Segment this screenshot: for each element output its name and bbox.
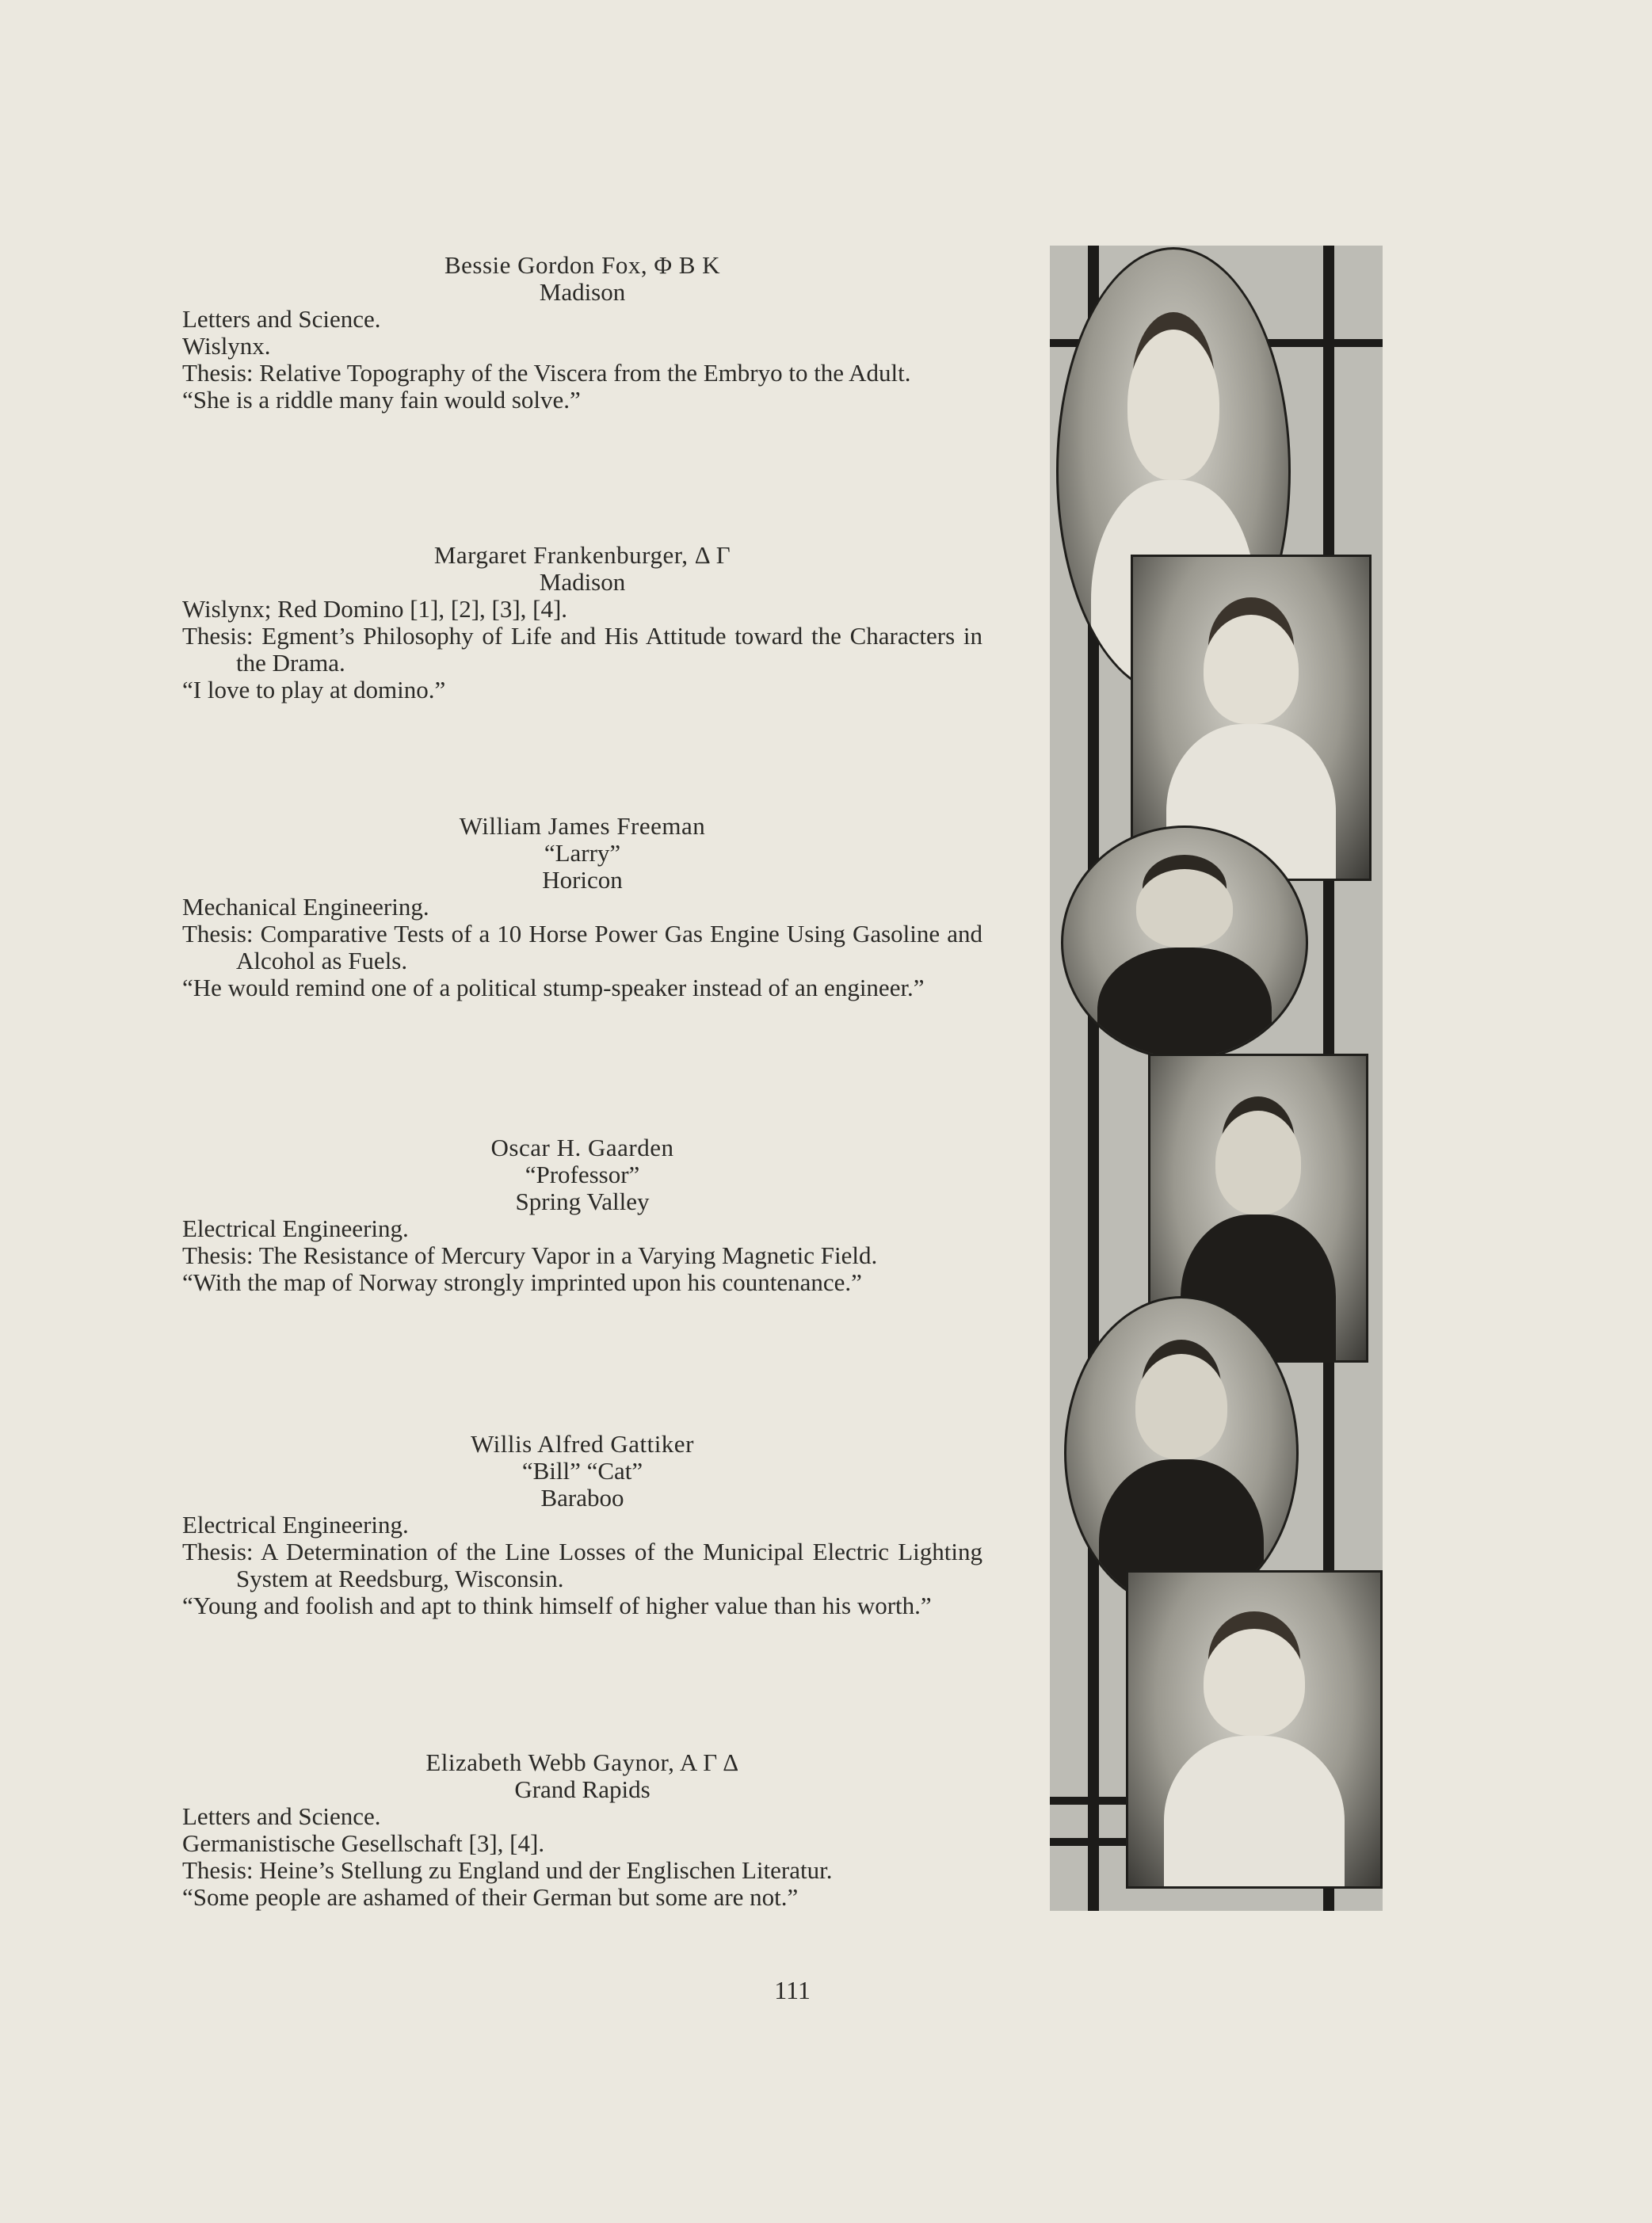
- student-nickname: “Bill” “Cat”: [521, 1457, 643, 1485]
- entry-line: Thesis: Heine’s Stellung zu England und der Englischen Literatur.: [182, 1856, 833, 1884]
- entry-line: Thesis: Comparative Tests of a 10 Horse Power Gas Engine Using Gasoline and Alcohol as Fuels.: [182, 920, 982, 974]
- entry-line: “I love to play at domino.”: [182, 676, 446, 704]
- student-entry: [182, 252, 982, 414]
- student-hometown: Madison: [539, 568, 626, 596]
- entry-line: “Young and foolish and apt to think himself of higher value than his worth.”: [182, 1592, 932, 1619]
- entry-line: Thesis: The Resistance of Mercury Vapor in a Varying Magnetic Field.: [182, 1241, 878, 1269]
- portrait-photo: [1126, 1570, 1383, 1889]
- entry-line: “Some people are ashamed of their German but some are not.”: [182, 1883, 799, 1911]
- entry-line: Thesis: Egment’s Philosophy of Life and His Attitude toward the Characters in the Drama.: [182, 622, 982, 677]
- entry-line: “With the map of Norway strongly imprinted upon his countenance.”: [182, 1268, 862, 1296]
- student-entry: [182, 1134, 982, 1296]
- student-hometown: Baraboo: [540, 1484, 624, 1512]
- student-entry: [182, 1431, 982, 1619]
- student-hometown: Spring Valley: [515, 1188, 650, 1215]
- portrait-photo: [1064, 1296, 1299, 1610]
- student-name: Oscar H. Gaarden: [490, 1134, 674, 1161]
- entry-line: Electrical Engineering.: [182, 1511, 409, 1539]
- student-name: William James Freeman: [459, 812, 706, 840]
- student-name: Bessie Gordon Fox, Φ B K: [444, 251, 721, 279]
- entry-line: Electrical Engineering.: [182, 1214, 409, 1242]
- entry-line: “He would remind one of a political stump-speaker instead of an engineer.”: [182, 974, 925, 1001]
- entry-line: Letters and Science.: [182, 305, 381, 333]
- entry-line: Thesis: A Determination of the Line Losses of the Municipal Electric Lighting System at Reedsburg, Wisconsin.: [182, 1538, 982, 1592]
- student-hometown: Grand Rapids: [514, 1775, 650, 1803]
- student-hometown: Horicon: [542, 866, 623, 894]
- student-name: Elizabeth Webb Gaynor, A Γ Δ: [425, 1748, 739, 1776]
- student-entry: [182, 813, 982, 1001]
- entry-line: “She is a riddle many fain would solve.”: [182, 386, 581, 414]
- student-hometown: Madison: [539, 278, 626, 306]
- student-nickname: “Professor”: [525, 1161, 640, 1188]
- student-nickname: “Larry”: [544, 839, 621, 867]
- student-entry: [182, 1749, 982, 1911]
- entry-line: Letters and Science.: [182, 1802, 381, 1830]
- page-number: 111: [774, 1976, 811, 2004]
- entry-line: Thesis: Relative Topography of the Viscera from the Embryo to the Adult.: [182, 359, 911, 387]
- entry-line: Mechanical Engineering.: [182, 893, 429, 921]
- entry-line: Wislynx.: [182, 332, 271, 360]
- entry-line: Germanistische Gesellschaft [3], [4].: [182, 1829, 545, 1857]
- portrait-strip: [1050, 246, 1383, 1911]
- entry-line: Wislynx; Red Domino [1], [2], [3], [4].: [182, 595, 568, 623]
- student-name: Willis Alfred Gattiker: [471, 1430, 694, 1458]
- portrait-photo: [1061, 826, 1308, 1060]
- student-name: Margaret Frankenburger, Δ Γ: [433, 541, 731, 569]
- student-entry: [182, 542, 982, 704]
